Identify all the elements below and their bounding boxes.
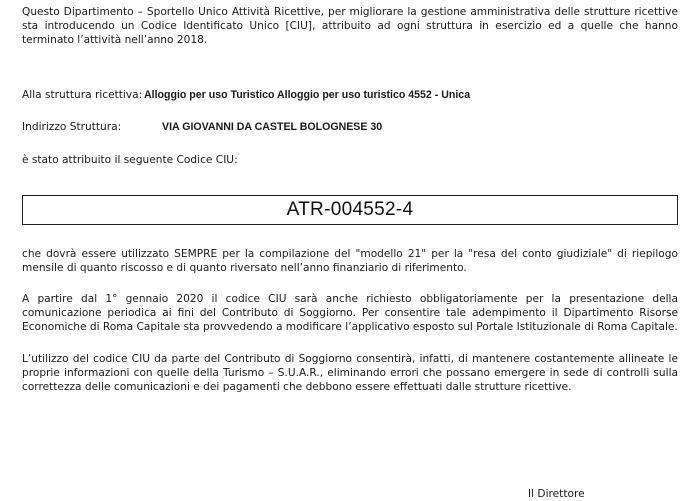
assigned-text: è stato attribuito il seguente Codice CIU: bbox=[22, 154, 238, 166]
benefit-paragraph: L’utilizzo del codice CIU da parte del Contributo di Soggiorno consentirà, infatti, di mantenere costantemente allineate le proprie informazioni con quelle della Turismo – S.U.A.R., eliminando errori che possano emergere in sede di controlli sulla correttezza delle comunicazioni e dei pagamenti che debbono essere effettuati dalle strutture ricettive. bbox=[22, 353, 678, 394]
intro-paragraph: Questo Dipartimento – Sportello Unico Attività Ricettive, per migliorare la gestione amministrativa delle strutture ricettive sta introducendo un Codice Identificato Unico [CIU], attribuito ad ogni struttura in esercizio ed a quelle che hanno terminato l’attività nell’anno 2018. bbox=[22, 6, 678, 47]
ciu-code: ATR-004552-4 bbox=[286, 199, 414, 220]
struttura-label: Alla struttura ricettiva: bbox=[22, 89, 143, 101]
indirizzo-label: Indirizzo Struttura: bbox=[22, 121, 122, 133]
ciu-code-box bbox=[22, 195, 678, 225]
usage-paragraph: che dovrà essere utilizzato SEMPRE per la compilazione del "modello 21" per la "resa del conto giudiziale" di riepilogo mensile di quanto riscosso e di quanto riversato nell’anno finanziario di riferimento. bbox=[22, 248, 678, 275]
struttura-value: Alloggio per uso Turistico Alloggio per uso turistico 4552 - Unica bbox=[144, 89, 471, 101]
indirizzo-row bbox=[22, 120, 383, 134]
indirizzo-value: VIA GIOVANNI DA CASTEL BOLOGNESE 30 bbox=[162, 121, 383, 133]
struttura-row bbox=[22, 88, 471, 102]
signature-label: Il Direttore bbox=[528, 488, 585, 500]
deadline-paragraph: A partire dal 1° gennaio 2020 il codice CIU sarà anche richiesto obbligatoriamente per la presentazione della comunicazione periodica ai fini del Contributo di Soggiorno. Per consentire tale adempimento il Dipartimento Risorse Economiche di Roma Capitale sta provvedendo a modificare l’applicativo esposto sul Portale Istituzionale di Roma Capitale. bbox=[22, 293, 678, 334]
